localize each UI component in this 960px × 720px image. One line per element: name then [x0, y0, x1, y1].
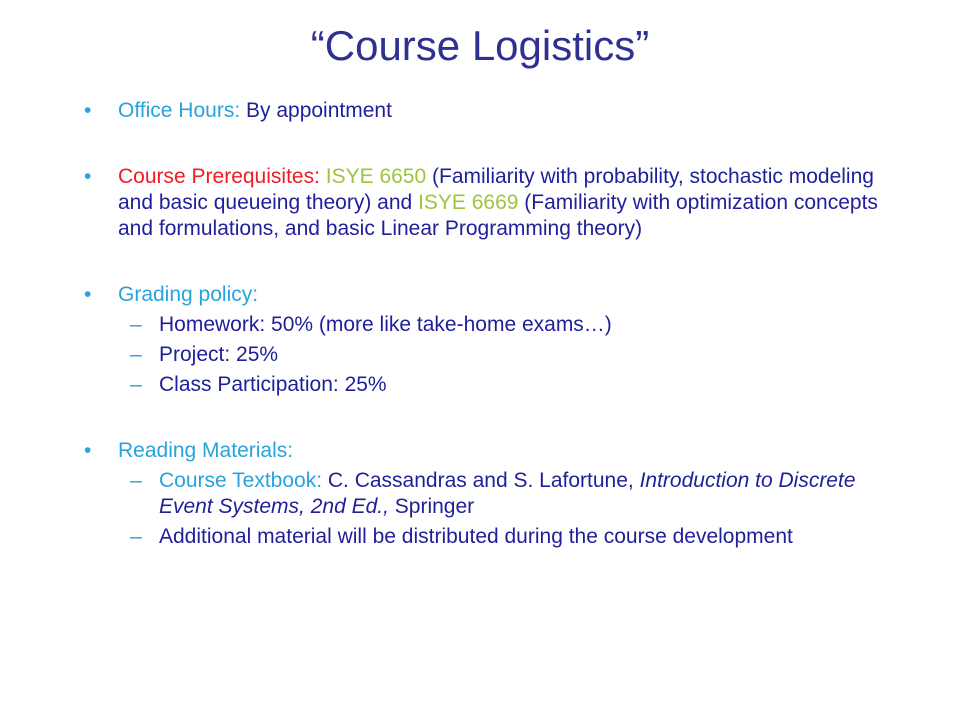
dash-mark: – [130, 313, 142, 336]
reading-item-textbook [76, 468, 896, 520]
dash-mark: – [130, 525, 142, 548]
bullet-mark: • [84, 99, 92, 122]
textbook-label: Course Textbook: [159, 469, 323, 492]
dash-mark: – [130, 469, 142, 492]
additional-material-text: Additional material will be distributed during the course development [159, 525, 793, 548]
prerequisite-text-2: (Familiarity with optimization concepts and formulations, and basic Linear Programming theory) [118, 191, 878, 240]
textbook-title: Introduction to Discrete Event Systems, 2nd Ed., [159, 469, 856, 518]
grading-item-project [76, 342, 896, 368]
grading-item-homework [76, 312, 896, 338]
reading-label: Reading Materials: [118, 439, 294, 462]
bullet-mark: • [84, 165, 92, 188]
bullet-prerequisites [76, 164, 896, 242]
prerequisite-text-1: (Familiarity with probability, stochastic modeling and basic queueing theory) and [118, 165, 874, 214]
prerequisite-code-1: ISYE 6650 [319, 165, 427, 188]
dash-mark: – [130, 343, 142, 366]
bullet-reading [76, 438, 896, 464]
reading-item-additional [76, 524, 896, 550]
grading-item-text: Class Participation: 25% [159, 373, 387, 396]
bullet-mark: • [84, 439, 92, 462]
grading-item-text: Homework: 50% (more like take-home exams…) [159, 313, 612, 336]
bullet-mark: • [84, 283, 92, 306]
grading-item-participation [76, 372, 896, 398]
office-hours-value: By appointment [240, 99, 392, 122]
bullet-office-hours [76, 98, 896, 124]
textbook-authors: C. Cassandras and S. Lafortune, [322, 469, 640, 492]
prerequisite-code-2: ISYE 6669 [418, 191, 519, 214]
dash-mark: – [130, 373, 142, 396]
prerequisites-label: Course Prerequisites: [118, 165, 320, 188]
slide-title: “Course Logistics” [310, 22, 650, 69]
bullet-grading [76, 282, 896, 308]
grading-item-text: Project: 25% [159, 343, 279, 366]
grading-label: Grading policy: [118, 283, 259, 306]
slide-content [76, 98, 896, 550]
office-hours-label: Office Hours: [118, 99, 241, 122]
textbook-publisher: Springer [388, 495, 475, 518]
